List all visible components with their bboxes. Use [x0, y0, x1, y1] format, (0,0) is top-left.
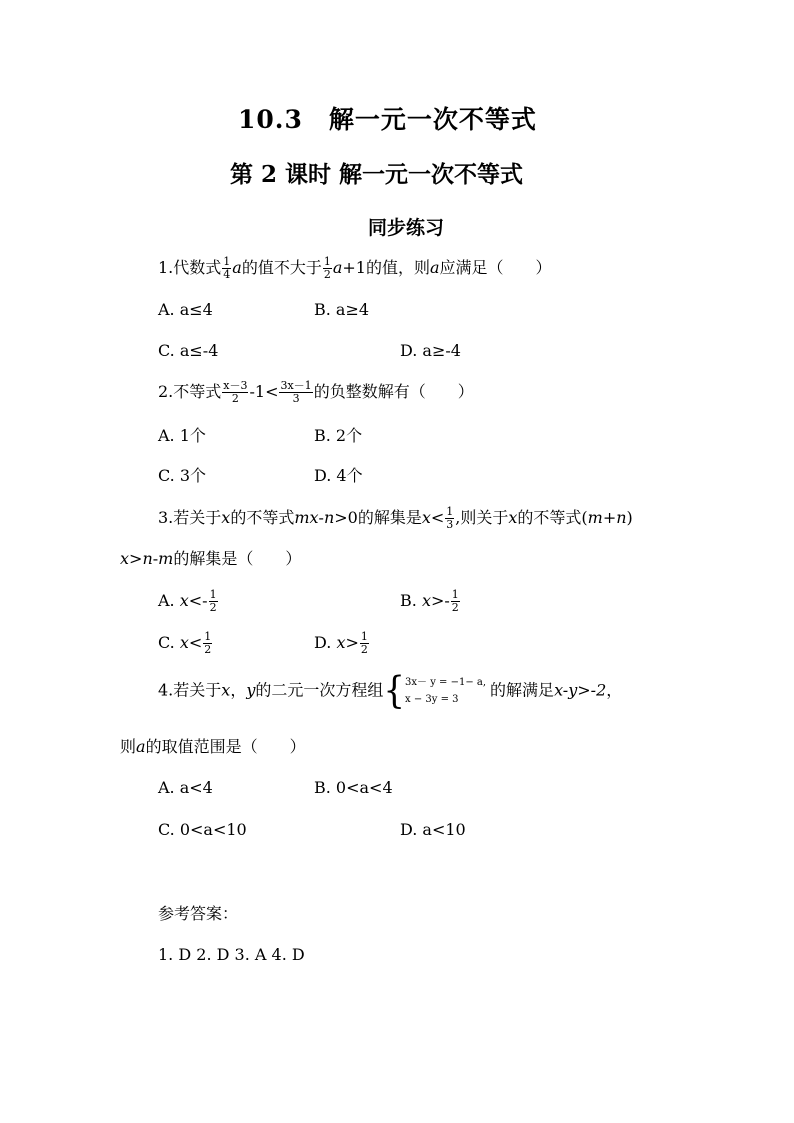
q2-f1-den: 2: [231, 392, 239, 405]
q3-d-fraction: [360, 631, 369, 656]
q4-option-b: B. 0<a<4: [314, 778, 393, 797]
q2-tail: 的负整数解有（ ）: [313, 382, 474, 401]
q1-option-d: D. a≥-4: [400, 341, 461, 360]
q3-a-num: 1: [209, 588, 217, 601]
q3-a-prefix: A.: [158, 591, 180, 610]
q3-expr-mx: mx: [294, 508, 319, 527]
question-2: [158, 380, 474, 405]
answers-label: 参考答案：: [158, 904, 239, 923]
q2-option-c: C. 3个: [158, 466, 207, 485]
question-3: [158, 506, 633, 531]
q4-option-a: A. a<4: [158, 778, 213, 797]
question-4: [158, 669, 623, 713]
q4-option-d: D. a<10: [400, 820, 466, 839]
q3-x-2: x: [421, 508, 431, 527]
question-3-line-2: [120, 549, 301, 569]
q3-option-b: [400, 589, 461, 614]
q3-d-x: x: [336, 633, 346, 652]
q3-c-den: 2: [204, 643, 212, 656]
page-title: 10.3 解一元一次不等式: [238, 105, 537, 134]
question-4-line-2: [120, 737, 306, 757]
q3-c-fraction: [203, 631, 212, 656]
q4-option-c: C. 0<a<10: [158, 820, 247, 839]
q3-option-d: [314, 631, 370, 656]
q3-x-3: x: [508, 508, 518, 527]
q2-fraction-1: [222, 380, 248, 405]
q4-brace-icon: {: [383, 669, 406, 713]
lesson-subtitle: 第 2 课时 解一元一次不等式: [230, 161, 524, 188]
q1-tail-1: 的值，则: [365, 258, 430, 277]
q3-b-num: 1: [451, 588, 459, 601]
question-1: [158, 256, 552, 281]
q3-close: ): [626, 508, 633, 527]
q3-c-num: 1: [204, 630, 212, 643]
q3-a-rel: <-: [188, 591, 208, 610]
q3-a-den: 2: [209, 601, 217, 614]
q3-l2-dash: -: [152, 549, 159, 568]
q4-cond: x-y>-2: [554, 680, 607, 700]
q3-option-a: [158, 589, 219, 614]
q3-l2-m: m: [158, 549, 174, 568]
q3-d-prefix: D.: [314, 633, 337, 652]
q3-l2-gt: >: [129, 549, 143, 568]
q3-m: m: [587, 508, 603, 527]
q2-option-a: A. 1个: [158, 426, 206, 445]
q1-fraction-2: [323, 256, 332, 281]
q3-lt: <: [430, 508, 445, 527]
q2-mid: -1<: [249, 382, 279, 401]
q3-a-x: x: [179, 591, 189, 610]
q1-f2-den: 2: [323, 268, 331, 281]
q1-option-a: A. a≤4: [158, 300, 213, 319]
q1-after-frac: +1: [342, 258, 366, 277]
q3-d-den: 2: [360, 643, 368, 656]
q1-option-b: B. a≥4: [314, 300, 370, 319]
q1-option-c: C. a≤-4: [158, 341, 219, 360]
q4-x: x: [221, 680, 231, 700]
q3-p5: 的不等式(: [517, 508, 588, 527]
q1-var-a-3: a: [430, 258, 440, 277]
q1-var-a-2: a: [332, 258, 343, 277]
q4-l2-tail: 的取值范围是（ ）: [145, 737, 306, 756]
q3-dash: -: [318, 508, 324, 527]
q3-l2-tail: 的解集是（ ）: [173, 549, 302, 568]
q3-p1: 3.若关于: [158, 508, 222, 527]
q2-f1-num: x－3: [223, 379, 248, 392]
q4-eq-2: x − 3y = 3: [405, 694, 459, 705]
q3-b-fraction: [451, 589, 460, 614]
q4-equation-system: [405, 674, 486, 708]
q3-fraction: [445, 506, 454, 531]
q4-p4: ，: [606, 680, 623, 700]
q1-f1-den: 4: [223, 268, 231, 281]
q3-f-den: 3: [446, 518, 454, 531]
section-heading: 同步练习: [368, 217, 445, 239]
q3-c-x: x: [179, 633, 189, 652]
q2-option-d: D. 4个: [314, 466, 363, 485]
q4-p3: 的解满足: [490, 680, 555, 700]
q3-n-2: n: [616, 508, 627, 527]
q4-comma: ，: [230, 680, 247, 700]
q3-c-rel: <: [188, 633, 203, 652]
q2-fraction-2: [279, 380, 312, 405]
q4-eq-1: 3x－ y = −1− a,: [405, 677, 487, 688]
q3-p4: ,则关于: [455, 508, 509, 527]
q3-l2-x: x: [120, 549, 130, 568]
q3-d-rel: >: [345, 633, 359, 652]
q1-mid: 的值不大于: [241, 258, 322, 277]
q3-f-num: 1: [446, 505, 454, 518]
q3-b-den: 2: [451, 601, 459, 614]
q3-n: n: [323, 508, 335, 527]
q3-b-rel: >-: [430, 591, 450, 610]
q1-f2-num: 1: [323, 255, 331, 268]
q2-prefix: 2.不等式: [158, 382, 222, 401]
q3-d-num: 1: [360, 630, 368, 643]
q4-l2-a: a: [136, 737, 146, 756]
q3-l2-n: n: [142, 549, 153, 568]
q3-option-c: [158, 631, 213, 656]
q3-a-fraction: [209, 589, 218, 614]
q3-p3: >0的解集是: [334, 508, 422, 527]
answers-text: 1. D 2. D 3. A 4. D: [158, 945, 305, 964]
q1-fraction-1: [222, 256, 231, 281]
q4-y: y: [246, 680, 256, 700]
q3-x-1: x: [221, 508, 231, 527]
q1-f1-num: 1: [223, 255, 231, 268]
q3-b-prefix: B.: [400, 591, 422, 610]
q1-var-a: a: [232, 258, 242, 277]
q4-p2: 的二元一次方程组: [255, 680, 384, 700]
q2-f2-num: 3x－1: [280, 379, 312, 392]
q1-tail-2: 应满足（ ）: [439, 258, 552, 277]
q4-l2-pre: 则: [120, 737, 137, 756]
q3-p2: 的不等式: [230, 508, 295, 527]
q3-c-prefix: C.: [158, 633, 180, 652]
q2-f2-den: 3: [292, 392, 300, 405]
q3-b-x: x: [421, 591, 431, 610]
q2-option-b: B. 2个: [314, 426, 363, 445]
q4-p1: 4.若关于: [158, 680, 222, 700]
q3-plus: +: [602, 508, 617, 527]
q1-prefix: 1.代数式: [158, 258, 222, 277]
